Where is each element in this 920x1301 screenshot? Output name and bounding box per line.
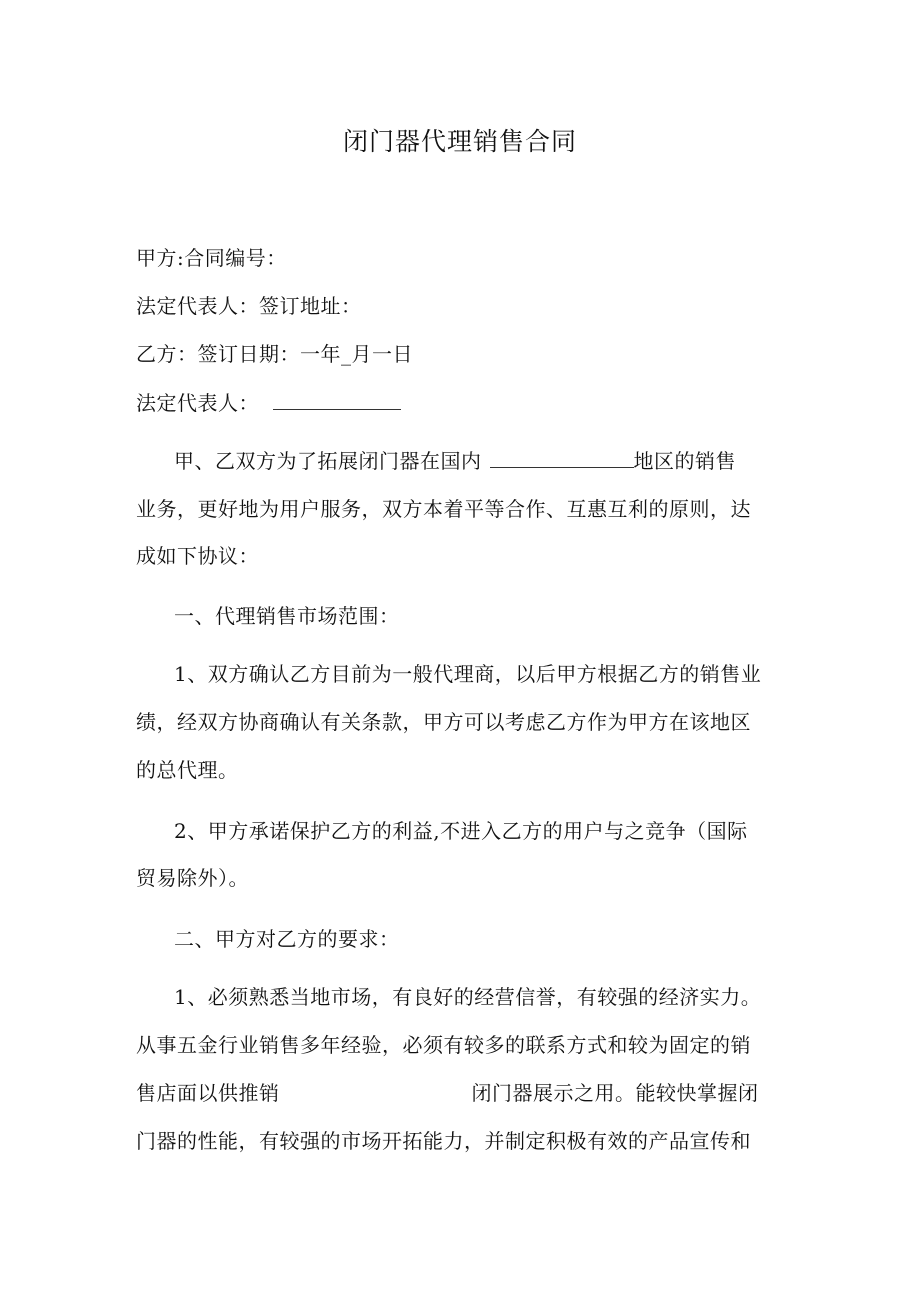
- section1-item2-line1: 2、甲方承诺保护乙方的利益,不进入乙方的用户与之竞争（国际: [174, 819, 748, 843]
- section2-item1-line4: 门器的性能，有较强的市场开拓能力，并制定积极有效的产品宣传和: [136, 1129, 751, 1153]
- intro-line-3: 成如下协议：: [136, 544, 259, 568]
- section1-item2-line2: 贸易除外）。: [136, 866, 249, 890]
- section2-item1-text-3b: 闭门器展示之用。能较快掌握闭: [471, 1081, 759, 1105]
- intro-line-1: [174, 448, 736, 474]
- intro-text-1a: 甲、乙双方为了拓展闭门器在国内: [174, 449, 482, 473]
- intro-line-2: 业务，更好地为用户服务，双方本着平等合作、互惠互利的原则，达: [136, 497, 751, 521]
- legal-rep-b-blank: [273, 391, 401, 410]
- section2-item1-line1: 1、必须熟悉当地市场，有良好的经营信誉，有较强的经济实力。: [174, 985, 762, 1009]
- header-line-party-a: 甲方:合同编号：: [136, 246, 287, 270]
- section1-heading: 一、代理销售市场范围：: [174, 604, 400, 628]
- section2-item1-line2: 从事五金行业销售多年经验，必须有较多的联系方式和较为固定的销: [136, 1033, 751, 1057]
- header-line-legal-rep-b: [136, 390, 401, 416]
- header-line-party-b: 乙方：签订日期：一年_月一日: [136, 342, 413, 366]
- section1-item1-line1: 1、双方确认乙方目前为一般代理商，以后甲方根据乙方的销售业: [174, 662, 762, 686]
- intro-text-1b: 地区的销售: [633, 449, 736, 473]
- section2-item1-text-3a: 售店面以供推销: [136, 1081, 280, 1105]
- section1-item1-line3: 的总代理。: [136, 758, 239, 782]
- section2-heading: 二、甲方对乙方的要求：: [174, 927, 400, 951]
- legal-rep-b-label: 法定代表人：: [136, 391, 259, 415]
- region-blank: [490, 449, 634, 468]
- page-title: 闭门器代理销售合同: [342, 127, 577, 156]
- header-line-legal-rep-a: 法定代表人：签订地址：: [136, 294, 362, 318]
- section1-item1-line2: 绩，经双方协商确认有关条款，甲方可以考虑乙方作为甲方在该地区: [136, 710, 751, 734]
- section2-item1-line3: [136, 1080, 759, 1106]
